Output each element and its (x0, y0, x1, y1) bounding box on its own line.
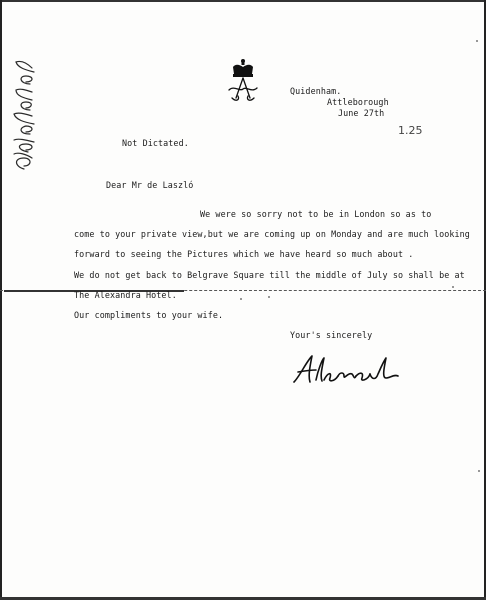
salutation: Dear Mr de Laszló (106, 180, 194, 190)
body-line: We do not get back to Belgrave Square till the middle of July so shall be at (74, 270, 465, 280)
body-line: The Alexandra Hotel. (74, 290, 177, 300)
scan-speck (478, 470, 480, 472)
pencil-annotation: 1.25 (398, 124, 423, 137)
not-dictated-note: Not Dictated. (122, 138, 189, 148)
closing: Your's sincerely (290, 330, 373, 340)
scan-speck (452, 286, 454, 288)
body-line: Our compliments to your wife. (74, 310, 224, 320)
body-line: forward to seeing the Pictures which we have heard so much about . (74, 249, 414, 259)
letterhead-place: Quidenham. (290, 86, 342, 96)
scan-speck (476, 40, 478, 42)
scan-speck (268, 296, 270, 298)
signature (290, 352, 406, 392)
body-line: come to your private view,but we are coming up on Monday and are much looking (74, 229, 470, 239)
scan-speck (240, 298, 242, 300)
body-line: We were so sorry not to be in London so as to (200, 209, 432, 219)
page-edge-left (0, 0, 2, 600)
margin-handwriting (4, 54, 44, 174)
letter-date: June 27th (338, 108, 385, 118)
coronet-monogram-icon (226, 58, 260, 106)
letterhead-town: Attleborough (327, 97, 389, 107)
page-edge-top (0, 0, 486, 2)
